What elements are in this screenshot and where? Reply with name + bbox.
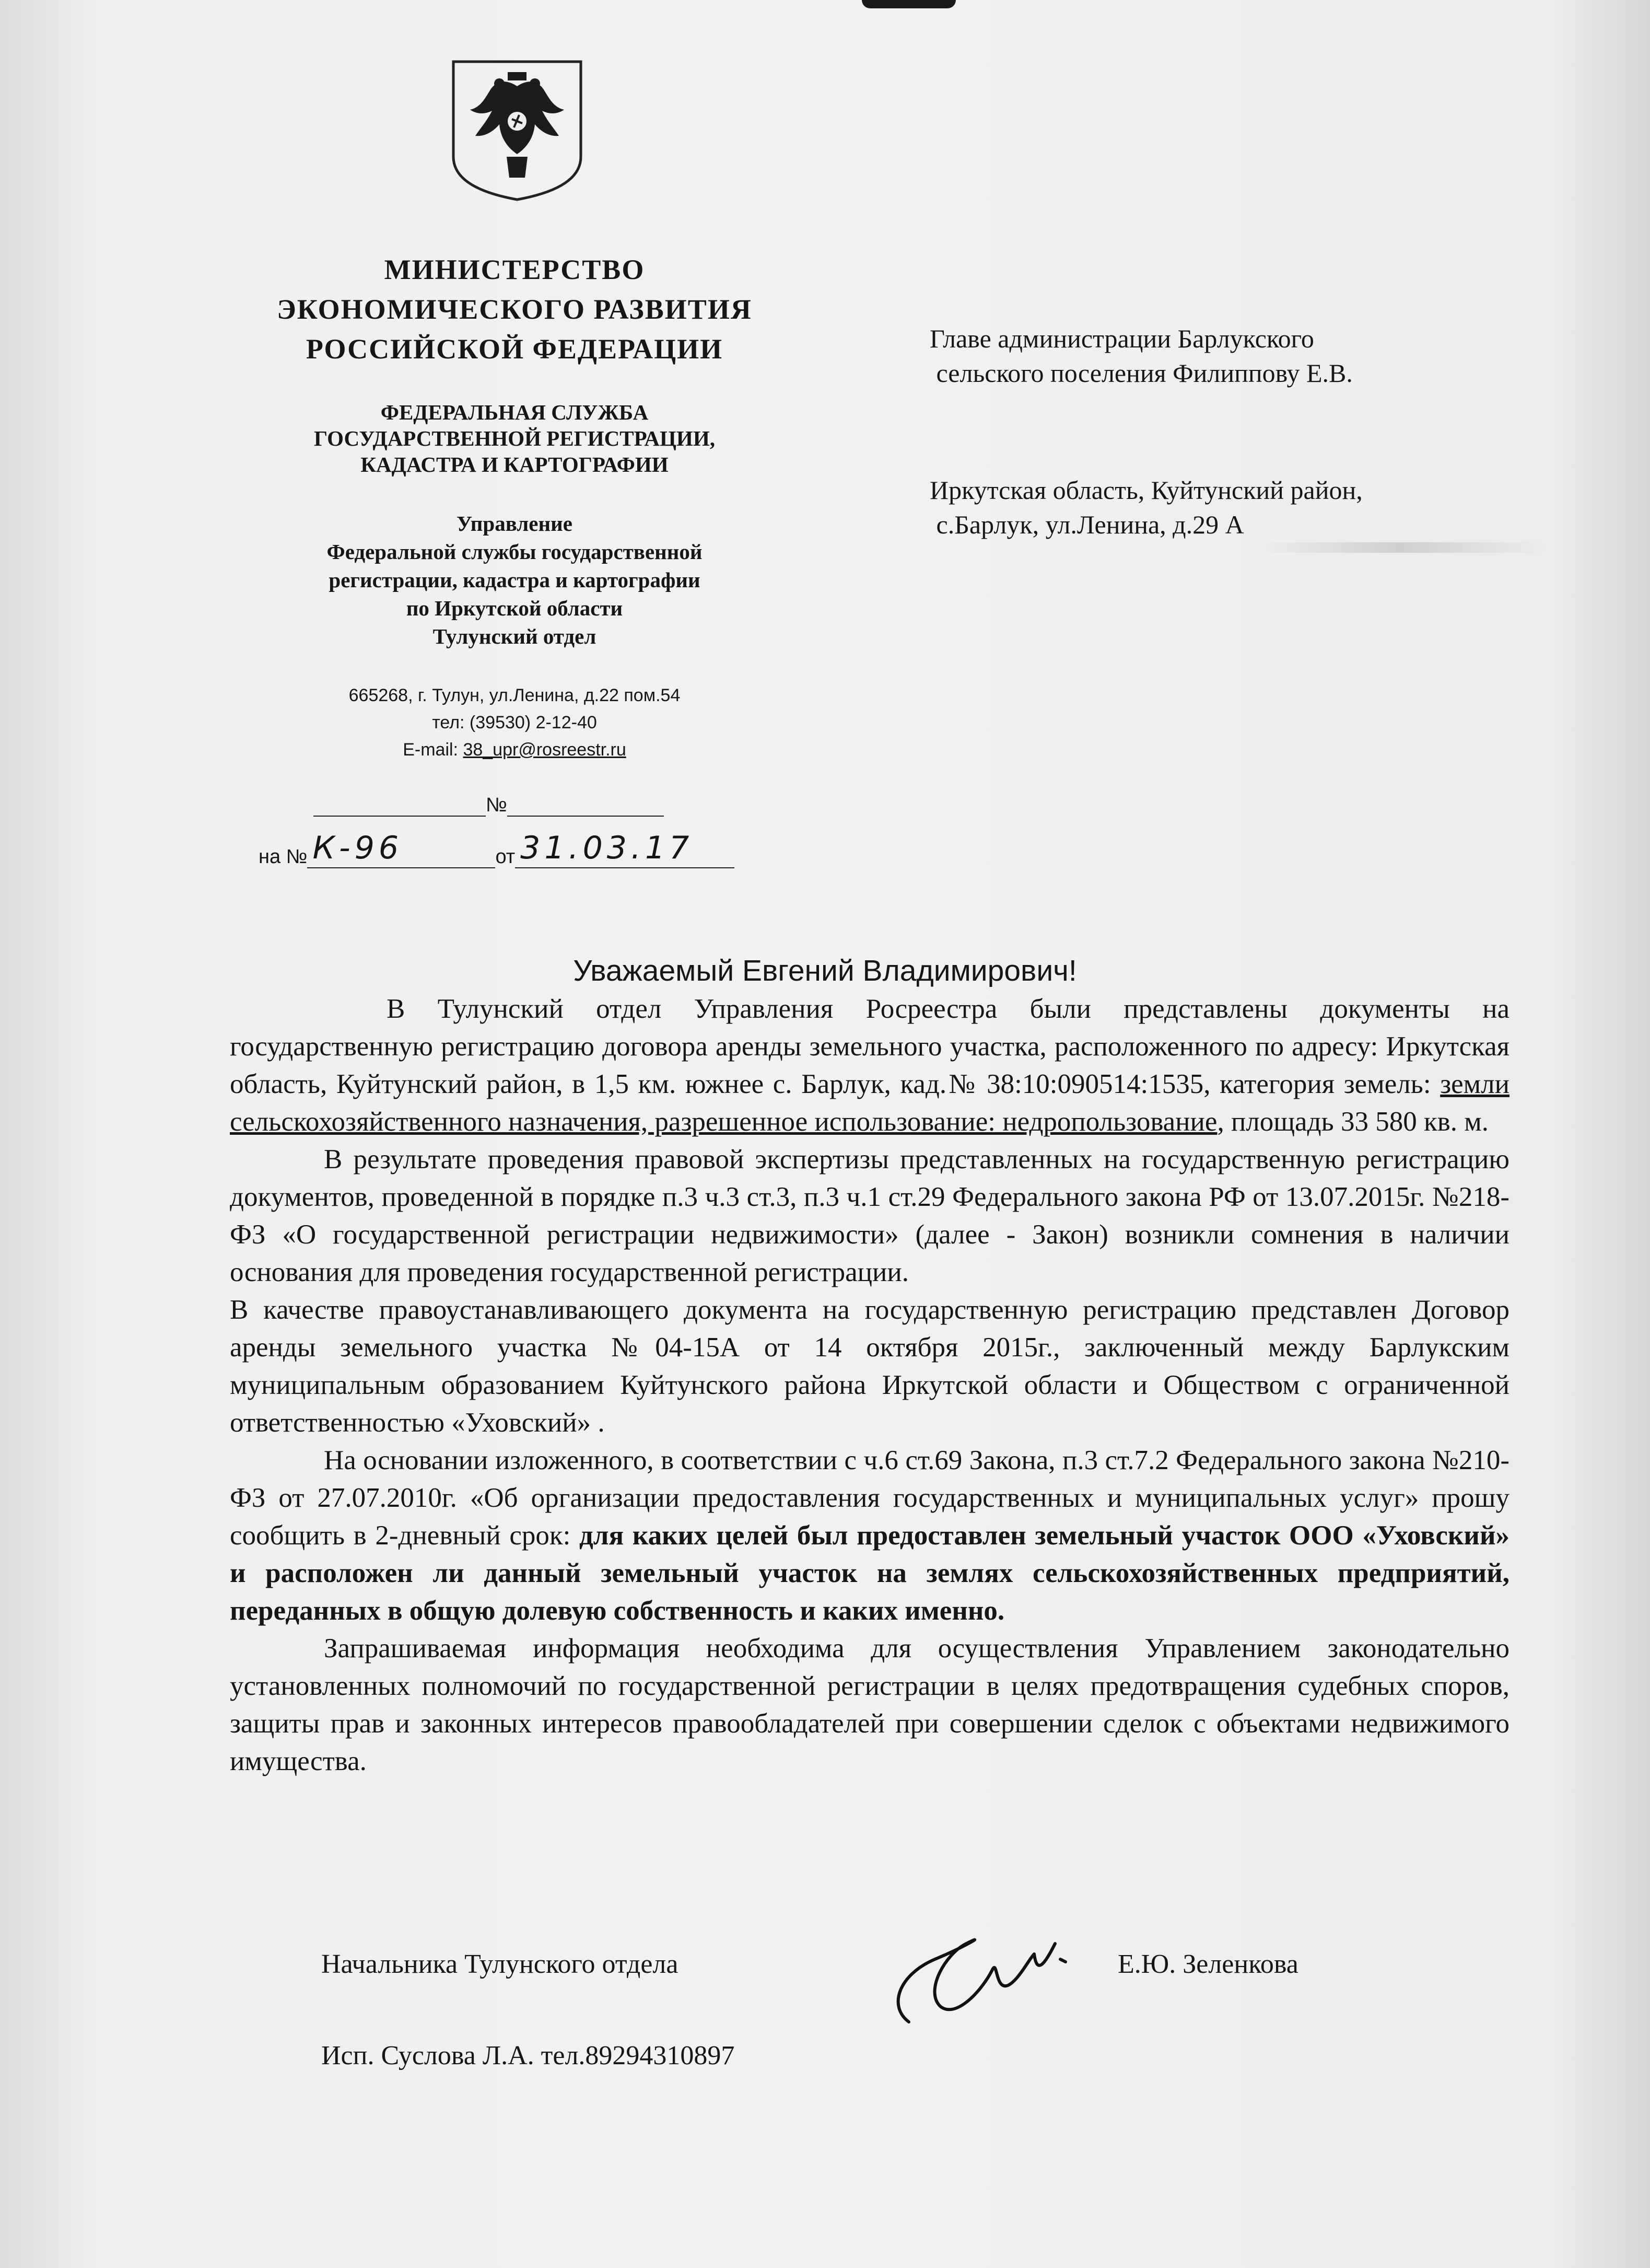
email-value: 38_upr@rosreestr.ru — [463, 740, 626, 760]
paragraph — [230, 990, 1509, 1141]
service-line: ФЕДЕРАЛЬНАЯ СЛУЖБА — [380, 400, 649, 424]
paragraph: В результате проведения правовой экспертизы представленных на государственную регистрацию документов, проведенной в порядке п.3 ч.3 ст.3, п.3 ч.1 ст.29 Федерального закона РФ от 13.07.2015г. №218-ФЗ «О государственной регистрации недвижимости» (далее - Закон) возникли сомнения в наличии основания для проведения государственной регистрации. — [230, 1144, 1509, 1287]
ministry-line: РОССИЙСКОЙ ФЕДЕРАЦИИ — [306, 333, 723, 365]
number-blank — [507, 797, 664, 817]
ref-number-field — [307, 830, 495, 868]
coat-of-arms-icon — [449, 57, 585, 204]
signatory-title: Начальника Тулунского отдела — [321, 1949, 678, 1979]
scan-artifact — [1254, 542, 1546, 553]
service-line: ГОСУДАРСТВЕННОЙ РЕГИСТРАЦИИ, — [314, 426, 715, 450]
office-name — [251, 509, 778, 650]
office-line: Управление — [457, 511, 572, 536]
office-address: 665268, г. Тулун, ул.Ленина, д.22 пом.54 — [348, 685, 681, 705]
office-line: регистрации, кадастра и картографии — [329, 568, 700, 592]
service-line: КАДАСТРА И КАРТОГРАФИИ — [360, 452, 669, 476]
ref-prefix: на № — [259, 846, 308, 868]
email-label: E-mail: — [403, 740, 463, 760]
ministry-line: ЭКОНОМИЧЕСКОГО РАЗВИТИЯ — [277, 294, 752, 325]
scan-artifact — [862, 0, 956, 8]
letter-body — [230, 990, 1509, 1780]
paragraph-text: , площадь 33 580 кв. м. — [1217, 1107, 1489, 1137]
addressee-address-line: Иркутская область, Куйтунский район, — [930, 475, 1363, 505]
addressee-address — [930, 473, 1530, 542]
addressee-address-line: с.Барлук, ул.Ленина, д.29 А — [930, 510, 1244, 539]
reference-line — [259, 830, 786, 878]
bold-request-text: для каких целей был предоставлен земельный участок ООО «Уховский» и расположен ли данный земельный участок на землях сельскохозяйственных предприятий, переданных в общую долевую собственность и каких именно. — [230, 1520, 1509, 1626]
ref-from: от — [495, 846, 516, 868]
paragraph-text: На основании изложенного, в соответствии с ч.6 ст.69 Закона, п.3 ст.7.2 Федерального закона №210-ФЗ от 27.07.2010г. «Об организации предоставления государственных и муниципальных услуг» прошу сообщить в 2-дневный срок: — [230, 1445, 1509, 1551]
ref-number-handwritten: К-96 — [312, 830, 403, 866]
office-phone: тел: (39530) 2-12-40 — [432, 713, 597, 732]
service-name — [251, 399, 778, 478]
paragraph — [230, 1441, 1509, 1630]
handwritten-signature — [877, 1902, 1097, 2048]
paragraph: Запрашиваемая информация необходима для осуществления Управлением законодательно установленных полномочий по государственной регистрации в целях предотвращения судебных споров, защиты прав и законных интересов правообладателей при совершении сделок с объектами недвижимого имущества. — [230, 1633, 1509, 1776]
outgoing-number-line — [313, 794, 710, 825]
office-line: Федеральной службы государственной — [326, 540, 703, 564]
ministry-line: МИНИСТЕРСТВО — [384, 254, 645, 285]
paragraph-text: В Тулунский отдел Управления Росреестра были представлены документы на государственную регистрацию договора аренды земельного участка, расположенного по адресу: Иркутская область, Куйтунский район, в 1,5 км. южнее с. Барлук, кад.№ 38:10:090514:1535, категория земель: — [230, 994, 1509, 1099]
number-sign: № — [486, 794, 507, 816]
office-contacts — [282, 682, 747, 763]
paragraph: В качестве правоустанавливающего документа на государственную регистрацию представлен Договор аренды земельного участка №04-15А от 14 октября 2015г., заключенный между Барлукским муниципальным образованием Куйтунского района Иркутской области и Обществом с ограниченной ответственностью «Уховский» . — [230, 1295, 1509, 1438]
addressee — [930, 321, 1504, 390]
addressee-line: Главе администрации Барлукского — [930, 324, 1314, 353]
office-line: по Иркутской области — [406, 596, 623, 620]
salutation: Уважаемый Евгений Владимирович! — [573, 954, 1077, 987]
date-blank — [313, 797, 486, 817]
underlined-text: земли сельскохозяйственного назначения, разрешенное использование: недропользование — [230, 1069, 1509, 1137]
ministry-name — [230, 250, 799, 369]
addressee-line: сельского поселения Филиппову Е.В. — [930, 358, 1353, 388]
executor-info: Исп. Суслова Л.А. тел.89294310897 — [321, 2041, 735, 2071]
signatory-name: Е.Ю. Зеленкова — [1118, 1949, 1298, 1979]
office-email — [282, 736, 747, 763]
ref-date-field — [515, 830, 734, 868]
ref-date-handwritten: 31.03.17 — [520, 830, 694, 866]
office-line: Тулунский отдел — [432, 624, 596, 648]
